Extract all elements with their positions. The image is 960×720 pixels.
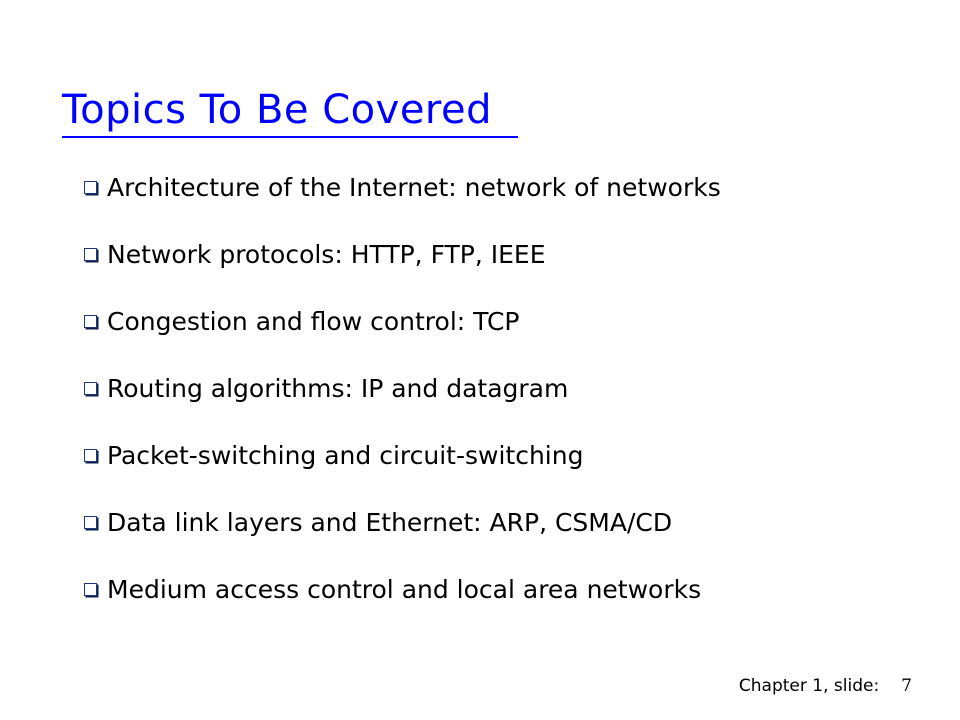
square-bullet-icon [84, 583, 97, 596]
slide-title: Topics To Be Covered [62, 87, 492, 133]
topic-text: Packet-switching and circuit-switching [107, 440, 584, 470]
topic-item [84, 365, 721, 411]
slide-footer [739, 676, 912, 696]
topic-item [84, 164, 721, 210]
square-bullet-icon [84, 181, 97, 194]
square-bullet-icon [84, 516, 97, 529]
square-bullet-icon [84, 248, 97, 261]
topic-text: Data link layers and Ethernet: ARP, CSMA/CD [107, 507, 673, 537]
topic-list [84, 164, 721, 633]
square-bullet-icon [84, 315, 97, 328]
topic-text: Congestion and flow control: TCP [107, 306, 520, 336]
title-underline [62, 136, 518, 138]
footer-chapter-label: Chapter 1, slide: [738, 676, 880, 696]
topic-item [84, 231, 721, 277]
topic-text: Network protocols: HTTP, FTP, IEEE [107, 239, 546, 269]
slide-title-block [62, 84, 518, 138]
topic-text: Architecture of the Internet: network of networks [107, 172, 721, 202]
topic-item [84, 298, 721, 344]
square-bullet-icon [84, 382, 97, 395]
topic-item [84, 432, 721, 478]
square-bullet-icon [84, 449, 97, 462]
topic-item [84, 499, 721, 545]
topic-text: Medium access control and local area networks [107, 574, 702, 604]
slide-number: 7 [901, 676, 912, 696]
topic-text: Routing algorithms: IP and datagram [107, 373, 569, 403]
topic-item [84, 566, 721, 612]
